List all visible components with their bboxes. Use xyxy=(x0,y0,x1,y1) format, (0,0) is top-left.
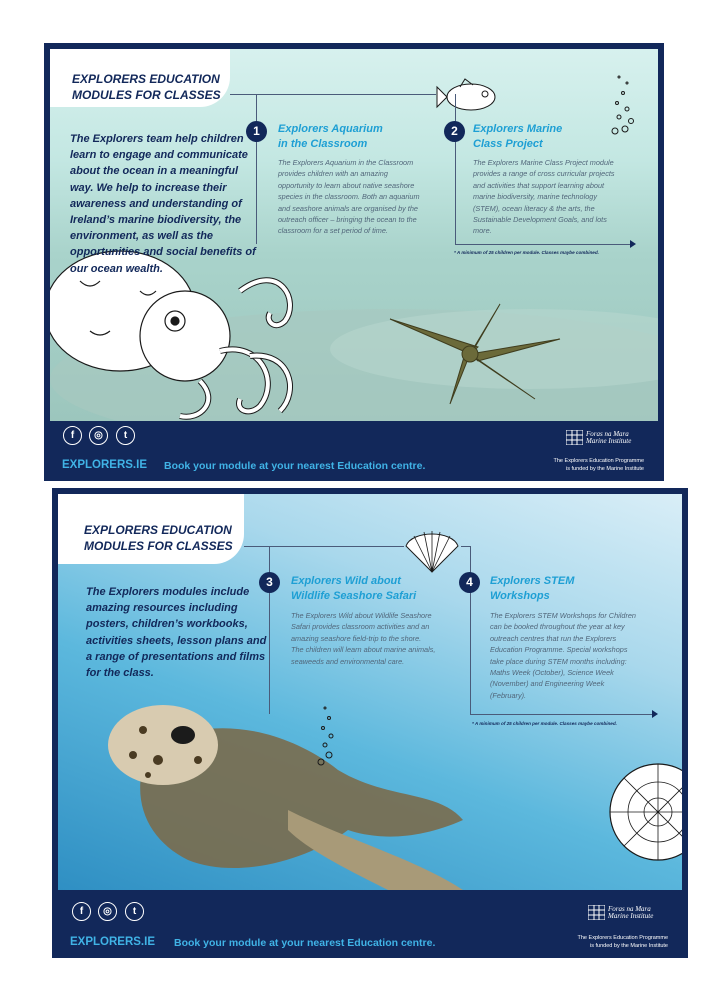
module-description: The Explorers Aquarium in the Classroom provides children with an amazing opportunity to learn about native seashore species in the classroom. Both an aquarium and seashore animals are organised by the outreach officer – bringing the ocean to the classroom for a set period of time. xyxy=(278,158,420,236)
module-description: The Explorers Wild about Wildlife Seashore Safari provides classroom activities and an amazing seashore field-trip to the shore. The children will learn about marine animals, seaweeds and environmental care. xyxy=(291,611,436,666)
module-number-badge: 4 xyxy=(459,572,480,593)
instagram-icon[interactable]: ◎ xyxy=(98,902,117,921)
module-number-badge: 1 xyxy=(246,121,267,142)
header-tab xyxy=(58,494,244,564)
funding-note: The Explorers Education Programme is funded by the Marine Institute xyxy=(553,458,644,472)
module-description: The Explorers STEM Workshops for Children can be booked throughout the year at key outreach centres that run the Explorers Education Programme. Special workshops take place during STEM months including: Maths Week (October), Science Week (November) and Engineering Week (February). xyxy=(490,611,636,700)
ocean-scene xyxy=(58,494,682,890)
marine-institute-logo-icon xyxy=(588,905,605,920)
bubbles-illustration xyxy=(605,69,645,139)
booking-text: Book your module at your nearest Education centre. xyxy=(174,937,436,949)
module-number-badge: 2 xyxy=(444,121,465,142)
facebook-icon[interactable]: f xyxy=(72,902,91,921)
footnote: * A minimum of 25 children per module. Classes maybe combined. xyxy=(454,250,599,255)
marine-institute-logo-icon xyxy=(566,430,583,445)
module-number-badge: 3 xyxy=(259,572,280,593)
footnote: * A minimum of 25 children per module. Classes maybe combined. xyxy=(472,721,617,726)
intro-text: The Explorers team help children learn to engage and communicate about the ocean in a meaningful way. We help to increase their awareness and understanding of Ireland’s marine biodiversity, the environment, as well as the opportunities and social benefits of our ocean wealth. xyxy=(70,133,256,275)
connector-line xyxy=(470,714,652,715)
connector-line xyxy=(455,244,630,245)
module-description: The Explorers Marine Class Project module provides a range of cross curricular projects and activities that support learning about marine biodiversity, marine technology (STEM), ocean literacy & the arts, the Sustainable Development Goals, and lots more. xyxy=(473,158,615,236)
booking-text: Book your module at your nearest Education centre. xyxy=(164,460,426,472)
arrow-right-icon xyxy=(630,240,636,248)
page-title: EXPLORERS EDUCATION MODULES FOR CLASSES xyxy=(84,523,233,553)
starfish-image xyxy=(360,299,580,409)
site-link[interactable]: EXPLORERS.IE xyxy=(70,936,155,948)
module-title: Explorers Wild about Wildlife Seashore Safari xyxy=(291,575,417,602)
connector-line xyxy=(244,546,404,547)
facebook-icon[interactable]: f xyxy=(63,426,82,445)
connector-line xyxy=(256,94,257,244)
shell-illustration xyxy=(402,526,462,576)
header-tab xyxy=(50,49,230,107)
twitter-icon[interactable]: t xyxy=(125,902,144,921)
bubbles-illustration xyxy=(313,700,343,770)
arrow-right-icon xyxy=(652,710,658,718)
sea-urchin-illustration xyxy=(596,752,682,862)
turtle-image xyxy=(88,690,468,890)
module-title: Explorers STEM Workshops xyxy=(490,575,575,602)
logo-name: Foras na Mara Marine Institute xyxy=(608,905,654,920)
connector-line xyxy=(230,94,436,95)
intro-text: The Explorers modules include amazing resources including posters, children’s workbooks, activities sheets, lesson plans and a range of presentations and films for the class. xyxy=(86,586,267,680)
footer-bar xyxy=(44,421,664,481)
fish-illustration xyxy=(435,77,505,117)
module-title: Explorers Marine Class Project xyxy=(473,123,563,150)
page-title: EXPLORERS EDUCATION MODULES FOR CLASSES xyxy=(72,72,221,102)
ocean-scene xyxy=(50,49,658,421)
instagram-icon[interactable]: ◎ xyxy=(89,426,108,445)
twitter-icon[interactable]: t xyxy=(116,426,135,445)
module-card-1 xyxy=(44,43,664,481)
footer-bar xyxy=(52,896,688,958)
logo-name: Foras na Mara Marine Institute xyxy=(586,430,632,445)
funding-note: The Explorers Education Programme is funded by the Marine Institute xyxy=(577,935,668,949)
site-link[interactable]: EXPLORERS.IE xyxy=(62,459,147,471)
connector-line xyxy=(455,94,456,244)
module-card-2 xyxy=(52,488,688,958)
module-title: Explorers Aquarium in the Classroom xyxy=(278,123,383,150)
